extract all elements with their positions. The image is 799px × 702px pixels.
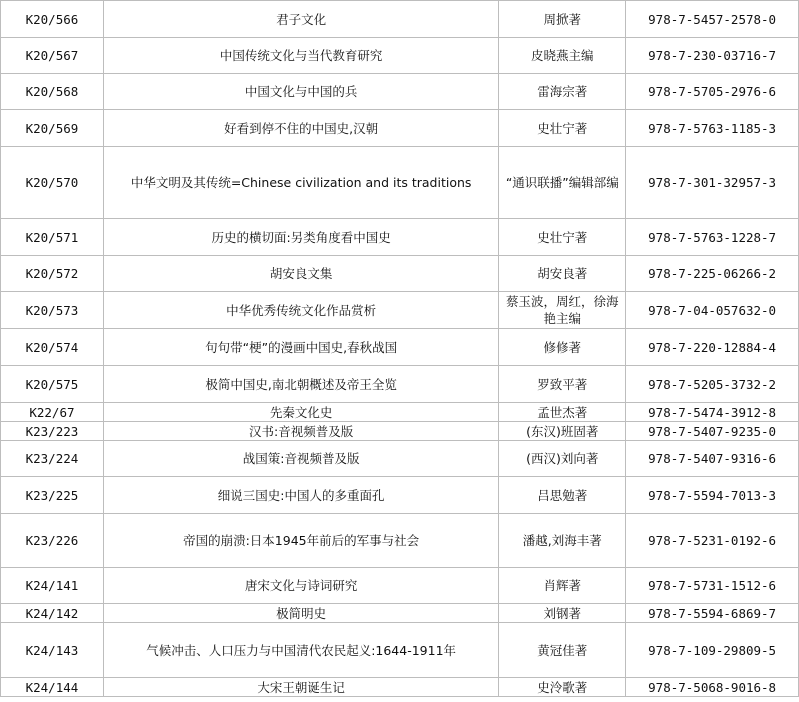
table-row[interactable] [1,514,799,568]
author-cell[interactable]: 胡安良著 [499,256,626,292]
author-cell[interactable]: 吕思勉著 [499,477,626,514]
call-number-cell[interactable]: K22/67 [1,403,104,422]
title-cell[interactable]: 细说三国史:中国人的多重面孔 [103,477,498,514]
table-row[interactable] [1,292,799,329]
author-cell[interactable]: 蔡玉波，周红，徐海艳主编 [499,292,626,329]
author-cell[interactable]: 罗致平著 [499,366,626,403]
author-cell[interactable]: 史泠歌著 [499,678,626,697]
isbn-cell[interactable]: 978-7-5231-0192-6 [626,514,799,568]
call-number-cell[interactable]: K23/226 [1,514,104,568]
isbn-cell[interactable]: 978-7-225-06266-2 [626,256,799,292]
table-row[interactable] [1,403,799,422]
title-cell[interactable]: 唐宋文化与诗词研究 [103,568,498,604]
author-cell[interactable]: 肖辉著 [499,568,626,604]
author-cell[interactable]: 黄冠佳著 [499,623,626,678]
title-cell[interactable]: 汉书:音视频普及版 [103,422,498,441]
call-number-cell[interactable]: K20/566 [1,1,104,38]
author-cell[interactable]: (西汉)刘向著 [499,441,626,477]
isbn-cell[interactable]: 978-7-109-29809-5 [626,623,799,678]
call-number-cell[interactable]: K20/574 [1,329,104,366]
call-number-cell[interactable]: K20/568 [1,74,104,110]
table-row[interactable] [1,604,799,623]
call-number-cell[interactable]: K24/144 [1,678,104,697]
call-number-cell[interactable]: K23/225 [1,477,104,514]
title-cell[interactable]: 中华文明及其传统=Chinese civilization and its traditions [103,147,498,219]
isbn-cell[interactable]: 978-7-5068-9016-8 [626,678,799,697]
title-cell[interactable]: 中国传统文化与当代教育研究 [103,38,498,74]
title-cell[interactable]: 中国文化与中国的兵 [103,74,498,110]
isbn-cell[interactable]: 978-7-5407-9235-0 [626,422,799,441]
call-number-cell[interactable]: K24/143 [1,623,104,678]
isbn-cell[interactable]: 978-7-220-12884-4 [626,329,799,366]
call-number-cell[interactable]: K20/567 [1,38,104,74]
title-cell[interactable]: 大宋王朝诞生记 [103,678,498,697]
table-row[interactable] [1,568,799,604]
isbn-cell[interactable]: 978-7-5205-3732-2 [626,366,799,403]
isbn-cell[interactable]: 978-7-5457-2578-0 [626,1,799,38]
call-number-cell[interactable]: K24/141 [1,568,104,604]
title-cell[interactable]: 胡安良文集 [103,256,498,292]
table-row[interactable] [1,623,799,678]
call-number-cell[interactable]: K20/569 [1,110,104,147]
isbn-cell[interactable]: 978-7-5407-9316-6 [626,441,799,477]
author-cell[interactable]: 周掀著 [499,1,626,38]
table-row[interactable] [1,219,799,256]
isbn-cell[interactable]: 978-7-04-057632-0 [626,292,799,329]
table-row[interactable] [1,110,799,147]
author-cell[interactable]: 史壮宁著 [499,110,626,147]
isbn-cell[interactable]: 978-7-5705-2976-6 [626,74,799,110]
table-row[interactable] [1,147,799,219]
author-cell[interactable]: 孟世杰著 [499,403,626,422]
call-number-cell[interactable]: K20/572 [1,256,104,292]
table-row[interactable] [1,477,799,514]
call-number-cell[interactable]: K23/223 [1,422,104,441]
isbn-cell[interactable]: 978-7-5594-7013-3 [626,477,799,514]
isbn-cell[interactable]: 978-7-5763-1185-3 [626,110,799,147]
author-cell[interactable]: “通识联播”编辑部编 [499,147,626,219]
author-cell[interactable]: 刘钢著 [499,604,626,623]
title-cell[interactable]: 极简中国史,南北朝概述及帝王全览 [103,366,498,403]
isbn-cell[interactable]: 978-7-5474-3912-8 [626,403,799,422]
table-row[interactable] [1,1,799,38]
title-cell[interactable]: 气候冲击、人口压力与中国清代农民起义:1644-1911年 [103,623,498,678]
title-cell[interactable]: 极简明史 [103,604,498,623]
title-cell[interactable]: 先秦文化史 [103,403,498,422]
title-cell[interactable]: 好看到停不住的中国史,汉朝 [103,110,498,147]
isbn-cell[interactable]: 978-7-301-32957-3 [626,147,799,219]
isbn-cell[interactable]: 978-7-230-03716-7 [626,38,799,74]
call-number-cell[interactable]: K20/573 [1,292,104,329]
title-cell[interactable]: 战国策:音视频普及版 [103,441,498,477]
title-cell[interactable]: 中华优秀传统文化作品赏析 [103,292,498,329]
isbn-cell[interactable]: 978-7-5731-1512-6 [626,568,799,604]
table-row[interactable] [1,329,799,366]
title-cell[interactable]: 句句带“梗”的漫画中国史,春秋战国 [103,329,498,366]
call-number-cell[interactable]: K24/142 [1,604,104,623]
catalog-table-body [1,1,799,697]
author-cell[interactable]: 皮晓燕主编 [499,38,626,74]
call-number-cell[interactable]: K23/224 [1,441,104,477]
title-cell[interactable]: 帝国的崩溃:日本1945年前后的军事与社会 [103,514,498,568]
author-cell[interactable]: (东汉)班固著 [499,422,626,441]
table-row[interactable] [1,422,799,441]
author-cell[interactable]: 修修著 [499,329,626,366]
call-number-cell[interactable]: K20/571 [1,219,104,256]
table-row[interactable] [1,256,799,292]
table-row[interactable] [1,366,799,403]
title-cell[interactable]: 君子文化 [103,1,498,38]
author-cell[interactable]: 雷海宗著 [499,74,626,110]
table-row[interactable] [1,38,799,74]
isbn-cell[interactable]: 978-7-5763-1228-7 [626,219,799,256]
call-number-cell[interactable]: K20/570 [1,147,104,219]
author-cell[interactable]: 史壮宁著 [499,219,626,256]
isbn-cell[interactable]: 978-7-5594-6869-7 [626,604,799,623]
table-row[interactable] [1,678,799,697]
table-row[interactable] [1,441,799,477]
author-cell[interactable]: 潘越,刘海丰著 [499,514,626,568]
title-cell[interactable]: 历史的横切面:另类角度看中国史 [103,219,498,256]
call-number-cell[interactable]: K20/575 [1,366,104,403]
table-row[interactable] [1,74,799,110]
